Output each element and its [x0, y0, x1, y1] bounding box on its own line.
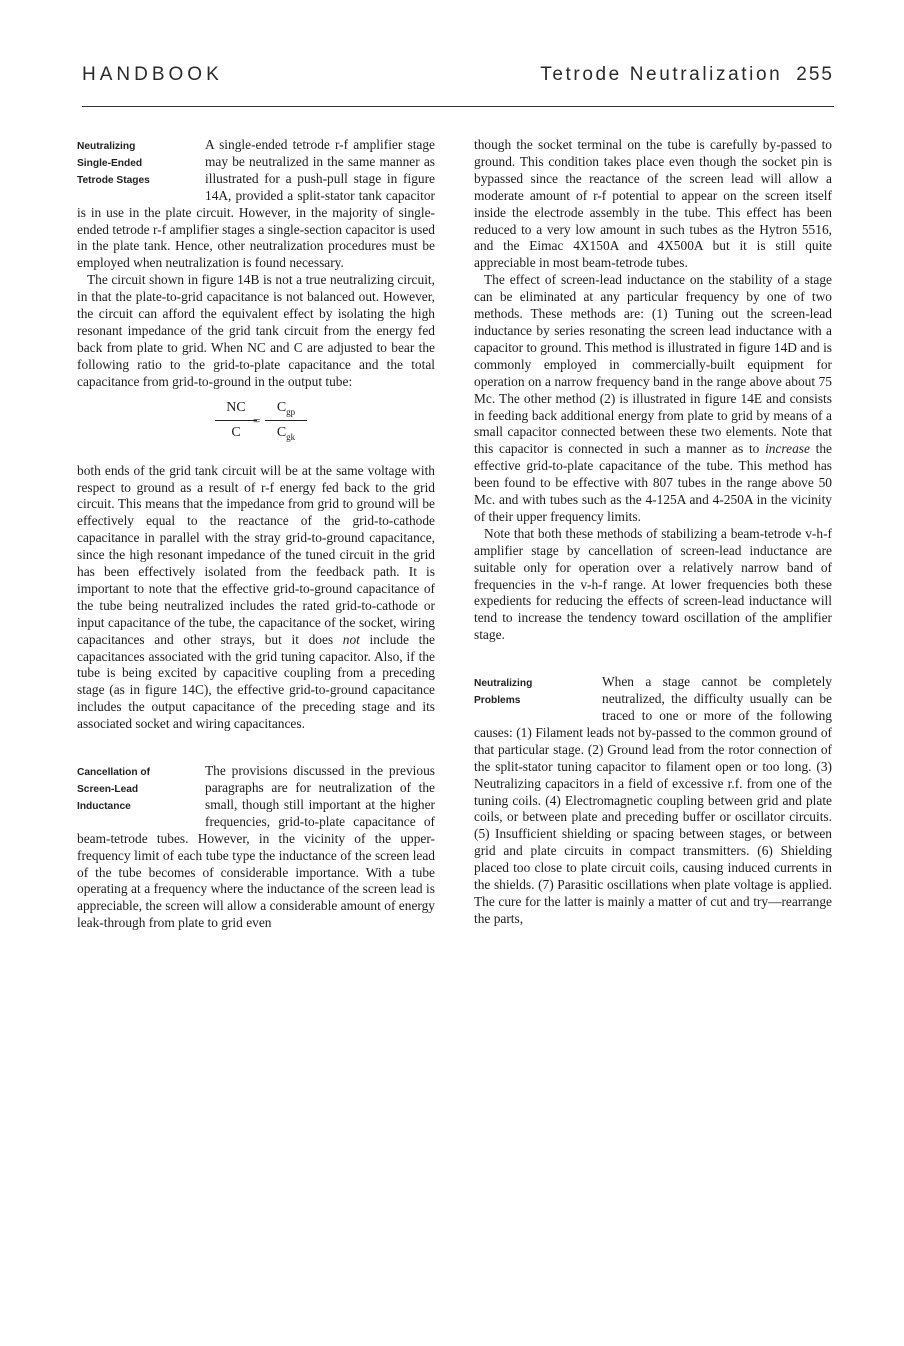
formula-left-fraction: NC C	[213, 399, 259, 442]
paragraph: The effect of screen-lead inductance on the stability of a stage can be eliminated at any particular frequency by one of two methods. These methods are: (1) Tuning out the screen-lead inductance by series resonating the screen lead inductance with a capacitor to ground. This method is illustrated in figure 14D and is commonly employed in commercially-built equipment for operation on a narrow frequency band in the range above about 75 Mc. The other method (2) is illustrated in figure 14E and consists in feeding back additional energy from plate to grid by means of a small capacitor connected between these two elements. Note that this capacitor is connected in such a manner as to increase the effective grid-to-plate capacitance of the tube. This method has been found to be effective with 807 tubes in the range above 50 Mc. and with tubes such as the 4-125A and 4-250A in the vicinity of their upper frequency limits.	[474, 272, 832, 524]
paragraph: A single-ended tetrode r-f amplifier stage may be neutralized in the same manner as illustrated for a push-pull stage in figure 14A, provided a split-stator tank capacitor is in use in the plate circuit. However, in the majority of single-ended tetrode r-f amplifier stages a single-section capacitor is used in the plate tank. Hence, other neutralization procedures must be employed when neutralization is found necessary.	[77, 137, 435, 271]
formula-equals: =	[253, 412, 261, 428]
formula-right-fraction: $C_{gp}$ $C_{gk}$	[263, 399, 309, 442]
sidehead-cancellation-screen-lead: Cancellation of Screen-Lead Inductance	[77, 767, 151, 812]
paragraph: The circuit shown in figure 14B is not a true neutralizing circuit, in that the plate-to-grid capacitance is not balanced out. However, the circuit can afford the equivalent effect by isolating the high resonant impedance of the grid tank circuit from the energy fed back from plate to grid. When NC and C are adjusted to bear the following ratio to the grid-to-plate capacitance and the total capacitance from grid-to-ground in the output tube:	[77, 272, 435, 389]
paragraph: Note that both these methods of stabilizing a beam-tetrode v-h-f amplifier stage by cancellation of screen-lead inductance are suitable only for operation over a relatively narrow band of frequencies in the v-h-f range. At lower frequencies both these expedients for reducing the effects of screen-lead inductance will tend to increase the tendency toward oscillation of the amplifier stage.	[474, 525, 832, 643]
header-chapter	[540, 64, 834, 86]
paragraph: When a stage cannot be completely neutralized, the difficulty usually can be traced to one or more of the following causes: (1) Filament leads not by-passed to the common ground of that particular stage. (2) Ground lead from the rotor connection of the split-stator tuning capacitor to filament open or too long. (3) Neutralizing capacitors in a field of excessive r.f. from one of the tuning coils. (4) Electromagnetic coupling between grid and plate coils, or between plate and preceding buffer or oscillator circuits. (5) Insufficient shielding or spacing between stages, or between grid and plate circuits in compact transmitters. (6) Shielding placed too close to plate circuit coils, causing induced currents in the shields. (7) Parasitic oscillations when plate voltage is applied. The cure for the latter is mainly a matter of cut and try—rearrange the parts,	[474, 674, 832, 926]
paragraph: both ends of the grid tank circuit will be at the same voltage with respect to ground as a result of r-f energy fed back to the grid circuit. This means that the impedance from grid to ground will be effectively equal to the reactance of the grid-to-cathode capacitance in parallel with the stray grid-to-ground capacitance, since the high resonant impedance of the tuned circuit in the grid has been effectively isolated from the feedback path. It is important to note that the effective grid-to-ground capacitance of the tube being neutralized includes the rated grid-to-cathode or input capacitance of the tube, the capacitance of the socket, wiring capacitances and other strays, but it does not include the capacitances associated with the grid tuning capacitor. Also, if the tube is being excited by capacitive coupling from a preceding stage (as in figure 14C), the effective grid-to-ground capacitance includes the output capacitance of the preceding stage and its associated socket and wiring capacitances.	[77, 462, 435, 732]
header-book-title: HANDBOOK	[82, 64, 223, 85]
sidehead-neutralizing-problems: Neutralizing Problems	[474, 678, 533, 707]
paragraph: The provisions discussed in the previous paragraphs are for neutralization of the small, though still important at the higher frequencies, grid-to-plate capacitance of beam-tetrode tubes. However, in the vicinity of the upper-frequency limit of each tube type the inductance of the screen lead of the tube becomes of considerable importance. With a tube operating at a frequency where the inductance of the screen lead is appreciable, the screen will allow a considerable amount of energy leak-through from plate to grid even	[77, 763, 435, 931]
left-column	[77, 137, 435, 932]
page-number: 255	[796, 64, 834, 85]
running-header	[82, 64, 834, 94]
ratio-formula	[77, 399, 435, 453]
right-column	[474, 137, 832, 928]
header-rule	[82, 106, 834, 107]
paragraph: though the socket terminal on the tube is carefully by-passed to ground. This condition takes place even though the socket pin is bypassed since the reactance of the screen lead will allow a moderate amount of r-f potential to appear on the screen itself inside the electrode assembly in the tube. This effect has been reduced to a very low amount in such tubes as the Hytron 5516, and the Eimac 4X150A and 4X500A but it is still quite appreciable in most beam-tetrode tubes.	[474, 137, 832, 271]
sidehead-neutralizing-single-ended: Neutralizing Single-Ended Tetrode Stages	[77, 141, 150, 186]
header-chapter-title: Tetrode Neutralization	[540, 64, 783, 85]
